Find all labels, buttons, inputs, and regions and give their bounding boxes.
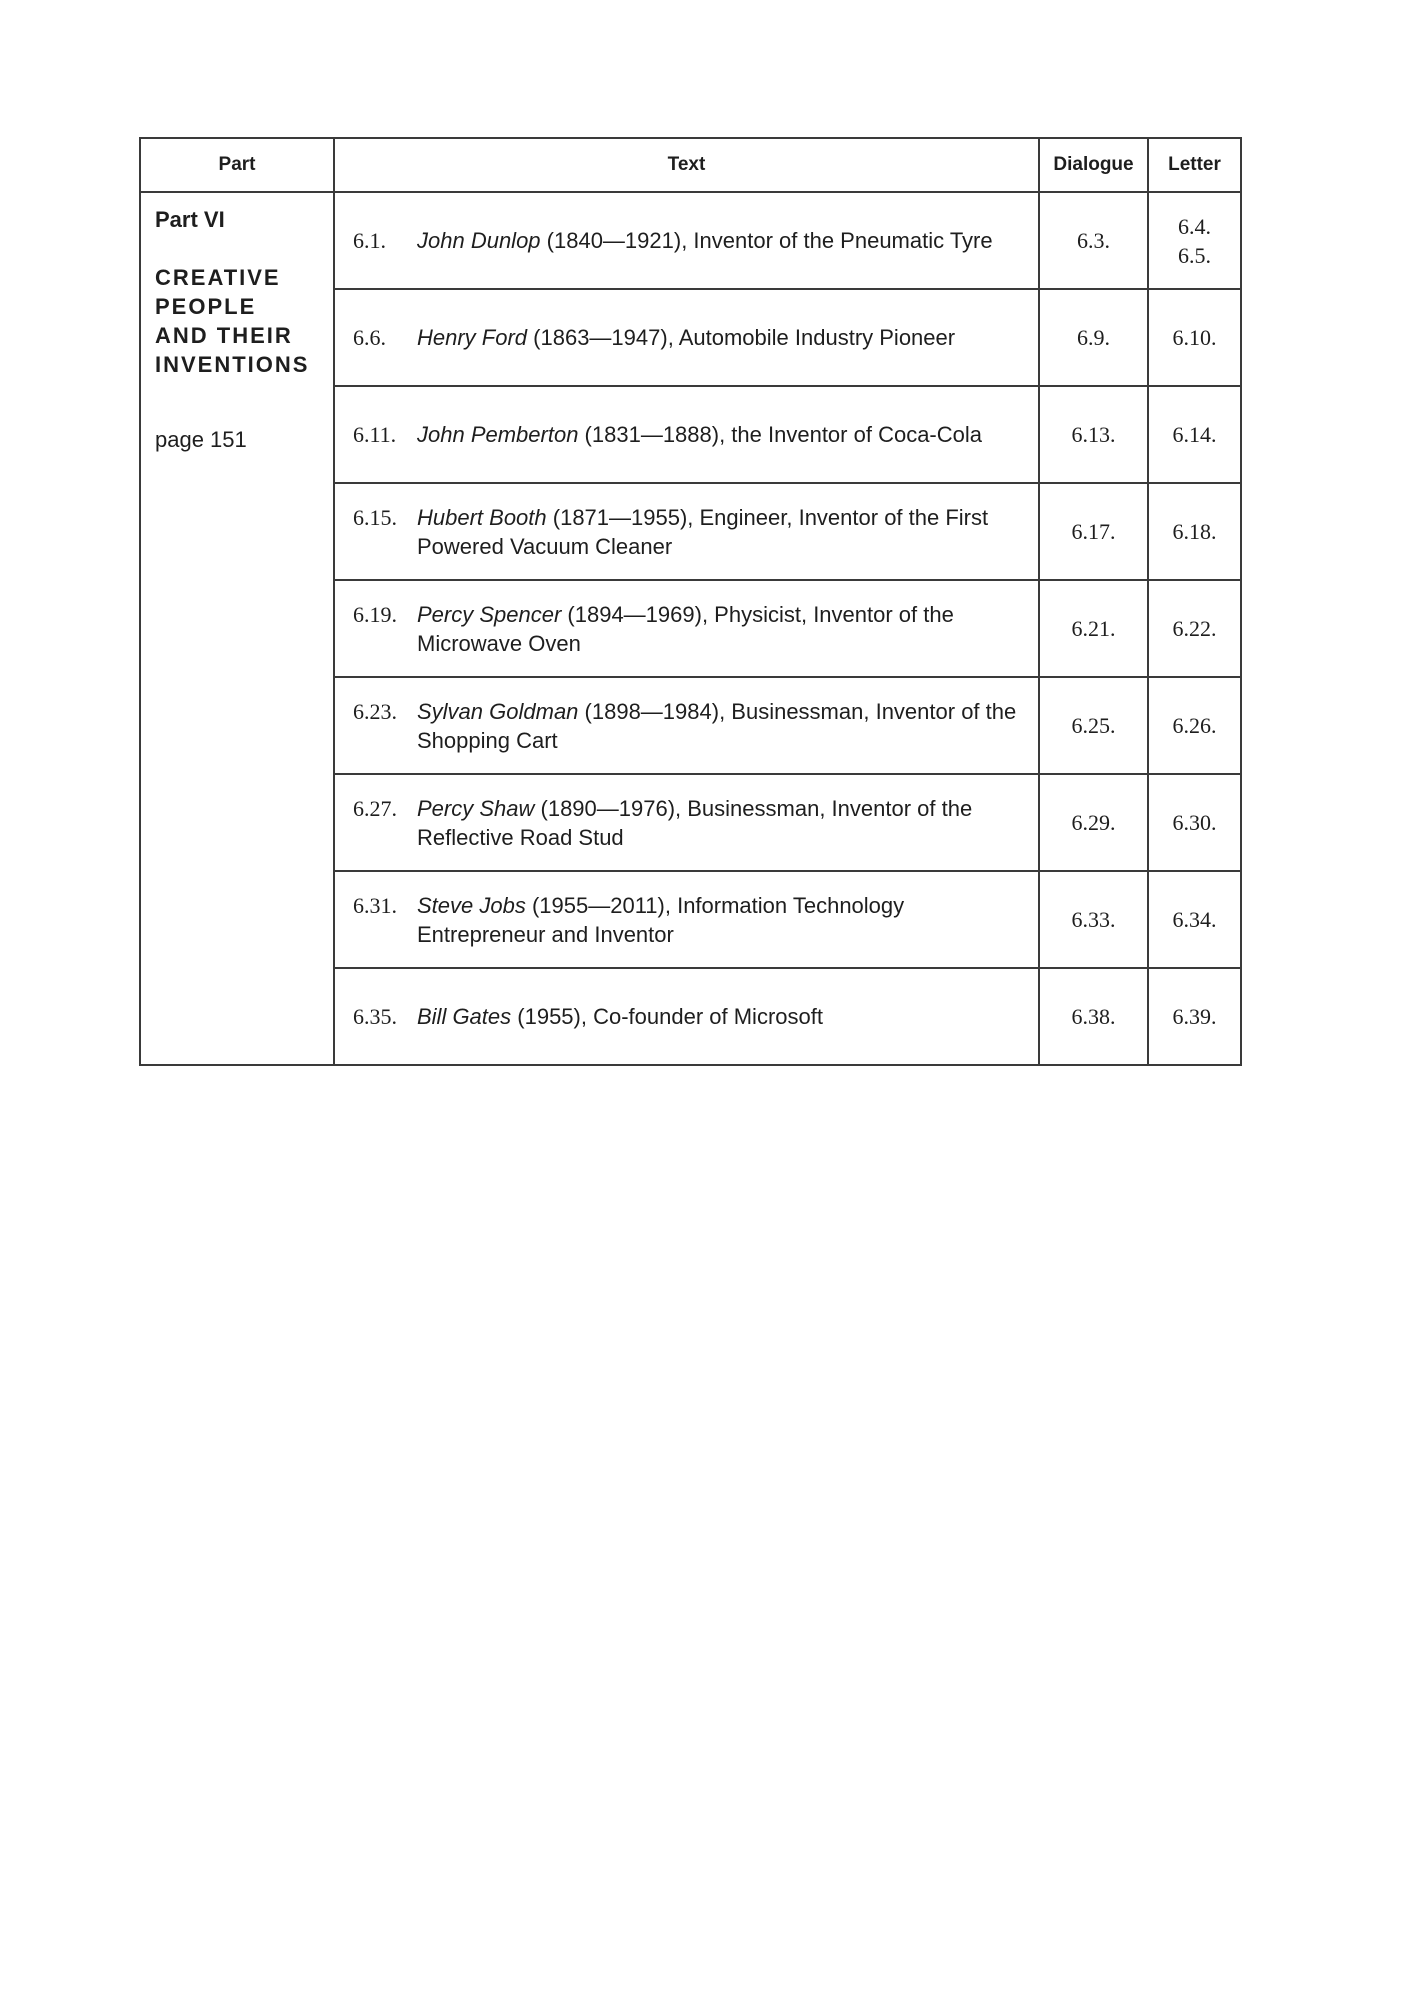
letter-ref[interactable]: 6.26. xyxy=(1148,677,1241,774)
entry-name: John Pemberton xyxy=(417,422,579,447)
entry-text-cell xyxy=(334,774,1039,871)
entry-description: (1955), Co-founder of Microsoft xyxy=(511,1004,823,1029)
entry[interactable] xyxy=(353,226,1026,255)
letter-ref[interactable]: 6.30. xyxy=(1148,774,1241,871)
entry-name: Percy Spencer xyxy=(417,601,562,627)
part-heading-line: INVENTIONS xyxy=(155,352,310,377)
entry[interactable] xyxy=(353,1002,1026,1031)
letter-ref[interactable]: 6.4. xyxy=(1178,213,1211,239)
part-heading-line: CREATIVE xyxy=(155,265,281,290)
entry-name: Sylvan Goldman xyxy=(417,698,579,724)
header-dialogue: Dialogue xyxy=(1039,138,1148,192)
entry-body xyxy=(417,1002,1026,1031)
entry-number: 6.11. xyxy=(353,422,397,447)
header-text: Text xyxy=(334,138,1039,192)
entry-body xyxy=(417,503,1026,561)
letter-ref[interactable]: 6.22. xyxy=(1148,580,1241,677)
entry-name: Percy Shaw xyxy=(417,795,535,821)
entry-text-cell xyxy=(334,192,1039,289)
entry-description: (1863—1947), Automobile Industry Pioneer xyxy=(527,325,956,350)
part-cell xyxy=(140,192,334,1065)
dialogue-ref[interactable]: 6.17. xyxy=(1039,483,1148,580)
header-row xyxy=(140,138,1241,192)
part-heading-line: PEOPLE xyxy=(155,294,257,319)
entry-name: Steve Jobs xyxy=(417,892,526,918)
entry[interactable] xyxy=(353,600,1026,658)
entry-number: 6.23. xyxy=(353,698,397,724)
entry-text-cell xyxy=(334,677,1039,774)
dialogue-ref[interactable]: 6.13. xyxy=(1039,386,1148,483)
entry-number: 6.1. xyxy=(353,228,386,253)
entry-text-cell xyxy=(334,289,1039,386)
header-part: Part xyxy=(140,138,334,192)
dialogue-ref[interactable]: 6.29. xyxy=(1039,774,1148,871)
header-letter: Letter xyxy=(1148,138,1241,192)
entry-description: (1890—1976), Businessman, Inventor of the Reflective Road Stud xyxy=(417,795,973,850)
part-page-link[interactable]: page 151 xyxy=(155,427,247,452)
entry-name: Bill Gates xyxy=(417,1004,512,1029)
entry-body xyxy=(417,600,1026,658)
entry[interactable] xyxy=(353,794,1026,852)
entry-name: John Dunlop xyxy=(417,228,541,253)
entry[interactable] xyxy=(353,891,1026,949)
entry-text-cell xyxy=(334,386,1039,483)
entry[interactable] xyxy=(353,323,1026,352)
entry-text-cell xyxy=(334,483,1039,580)
entry-number: 6.15. xyxy=(353,504,397,530)
entry-description: (1840—1921), Inventor of the Pneumatic Tyre xyxy=(540,228,993,253)
letter-ref[interactable]: 6.39. xyxy=(1148,968,1241,1065)
dialogue-ref[interactable]: 6.33. xyxy=(1039,871,1148,968)
dialogue-ref[interactable]: 6.25. xyxy=(1039,677,1148,774)
entry-description: (1955—2011), Information Technology Entrepreneur and Inventor xyxy=(417,892,905,947)
table-row xyxy=(140,192,1241,289)
letter-ref[interactable]: 6.5. xyxy=(1178,242,1211,268)
part-heading-line: AND THEIR xyxy=(155,323,293,348)
part-heading xyxy=(155,263,333,379)
dialogue-ref[interactable]: 6.3. xyxy=(1039,192,1148,289)
letter-ref[interactable]: 6.18. xyxy=(1148,483,1241,580)
entry-body xyxy=(417,226,1026,255)
entry-description: (1894—1969), Physicist, Inventor of the Microwave Oven xyxy=(417,601,954,656)
letter-ref[interactable]: 6.10. xyxy=(1148,289,1241,386)
dialogue-ref[interactable]: 6.9. xyxy=(1039,289,1148,386)
letter-ref[interactable]: 6.14. xyxy=(1148,386,1241,483)
entry-body xyxy=(417,794,1026,852)
entry[interactable] xyxy=(353,503,1026,561)
entry-body xyxy=(417,323,1026,352)
part-title: Part VI xyxy=(155,207,225,232)
entry-text-cell xyxy=(334,871,1039,968)
entry-name: Henry Ford xyxy=(417,325,528,350)
entry-text-cell xyxy=(334,968,1039,1065)
entry-description: (1831—1888), the Inventor of Coca-Cola xyxy=(578,422,982,447)
entry[interactable] xyxy=(353,420,1026,449)
entry-name: Hubert Booth xyxy=(417,504,547,530)
letter-ref-cell xyxy=(1148,192,1241,289)
entry-description: (1871—1955), Engineer, Inventor of the First Powered Vacuum Cleaner xyxy=(417,504,989,559)
entry-text-cell xyxy=(334,580,1039,677)
entry-number: 6.27. xyxy=(353,795,397,821)
contents-table xyxy=(139,137,1242,1066)
entry-description: (1898—1984), Businessman, Inventor of the Shopping Cart xyxy=(417,698,1017,753)
entry-body xyxy=(417,891,1026,949)
dialogue-ref[interactable]: 6.38. xyxy=(1039,968,1148,1065)
entry[interactable] xyxy=(353,697,1026,755)
entry-number: 6.35. xyxy=(353,1004,397,1029)
entry-body xyxy=(417,420,1026,449)
dialogue-ref[interactable]: 6.21. xyxy=(1039,580,1148,677)
entry-number: 6.31. xyxy=(353,892,397,918)
entry-number: 6.19. xyxy=(353,601,397,627)
entry-number: 6.6. xyxy=(353,325,386,350)
entry-body xyxy=(417,697,1026,755)
letter-ref[interactable]: 6.34. xyxy=(1148,871,1241,968)
